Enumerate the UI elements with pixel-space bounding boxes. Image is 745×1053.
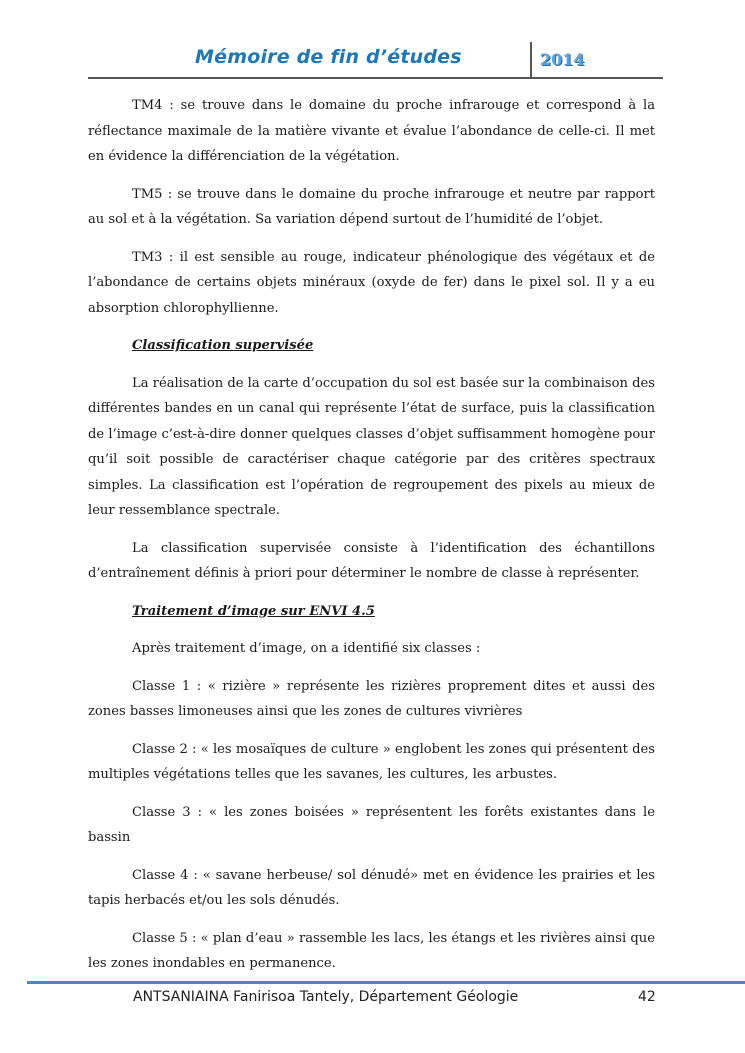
header-title: Mémoire de fin d’études — [195, 46, 462, 68]
paragraph-classe-1: Classe 1 : « rizière » représente les rizières proprement dites et aussi des zones basses limoneuses ainsi que les zones de cultures vivrières — [88, 678, 655, 719]
paragraph-classe-2: Classe 2 : « les mosaïques de culture » englobent les zones qui présentent des multiples végétations telles que les savanes, les cultures, les arbustes. — [88, 741, 655, 782]
paragraph-tm3: TM3 : il est sensible au rouge, indicateur phénologique des végétaux et de l’abondance de certains objets minéraux (oxyde de fer) dans le pixel sol. Il y a eu absorption chlorophyllienne. — [88, 249, 655, 316]
header-year: 2014 — [540, 50, 585, 69]
page-number: 42 — [638, 989, 656, 1005]
paragraph-tm4: TM4 : se trouve dans le domaine du proche infrarouge et correspond à la réflectance maximale de la matière vivante et évalue l’abondance de celle-ci. Il met en évidence la différenciation de la végétation. — [88, 98, 655, 164]
paragraph-classe-5: Classe 5 : « plan d’eau » rassemble les lacs, les étangs et les rivières ainsi que les zones inondables en permanence. — [88, 930, 655, 971]
footer-author: ANTSANIAINA Fanirisoa Tantely, Département Géologie — [133, 989, 519, 1005]
page-body — [88, 93, 655, 989]
paragraph-six-classes: Après traitement d’image, on a identifié six classes : — [132, 641, 481, 656]
section-heading-classification: Classification supervisée — [132, 338, 314, 353]
paragraph-classe-3: Classe 3 : « les zones boisées » représentent les forêts existantes dans le bassin — [88, 804, 655, 845]
header-vertical-divider — [530, 42, 532, 78]
paragraph-carte-occupation: La réalisation de la carte d’occupation du sol est basée sur la combinaison des différentes bandes en un canal qui représente l’état de surface, puis la classification de l’image c’est-à-dire donner quelques classes d’objet suffisamment homogène pour qu’il soit possible de caractériser chaque catégorie par des critères spectraux simples. La classification est l’opération de regroupement des pixels au mieux de leur ressemblance spectrale. — [88, 375, 655, 518]
footer-rule — [27, 981, 745, 984]
paragraph-classification-supervisee: La classification supervisée consiste à l’identification des échantillons d’entraînement définis à priori pour déterminer le nombre de classe à représenter. — [88, 540, 655, 581]
header-rule — [88, 77, 663, 79]
paragraph-classe-4: Classe 4 : « savane herbeuse/ sol dénudé» met en évidence les prairies et les tapis herbacés et/ou les sols dénudés. — [88, 867, 655, 908]
paragraph-tm5: TM5 : se trouve dans le domaine du proche infrarouge et neutre par rapport au sol et à la végétation. Sa variation dépend surtout de l’humidité de l’objet. — [88, 186, 655, 227]
section-heading-traitement: Traitement d’image sur ENVI 4.5 — [132, 603, 375, 619]
